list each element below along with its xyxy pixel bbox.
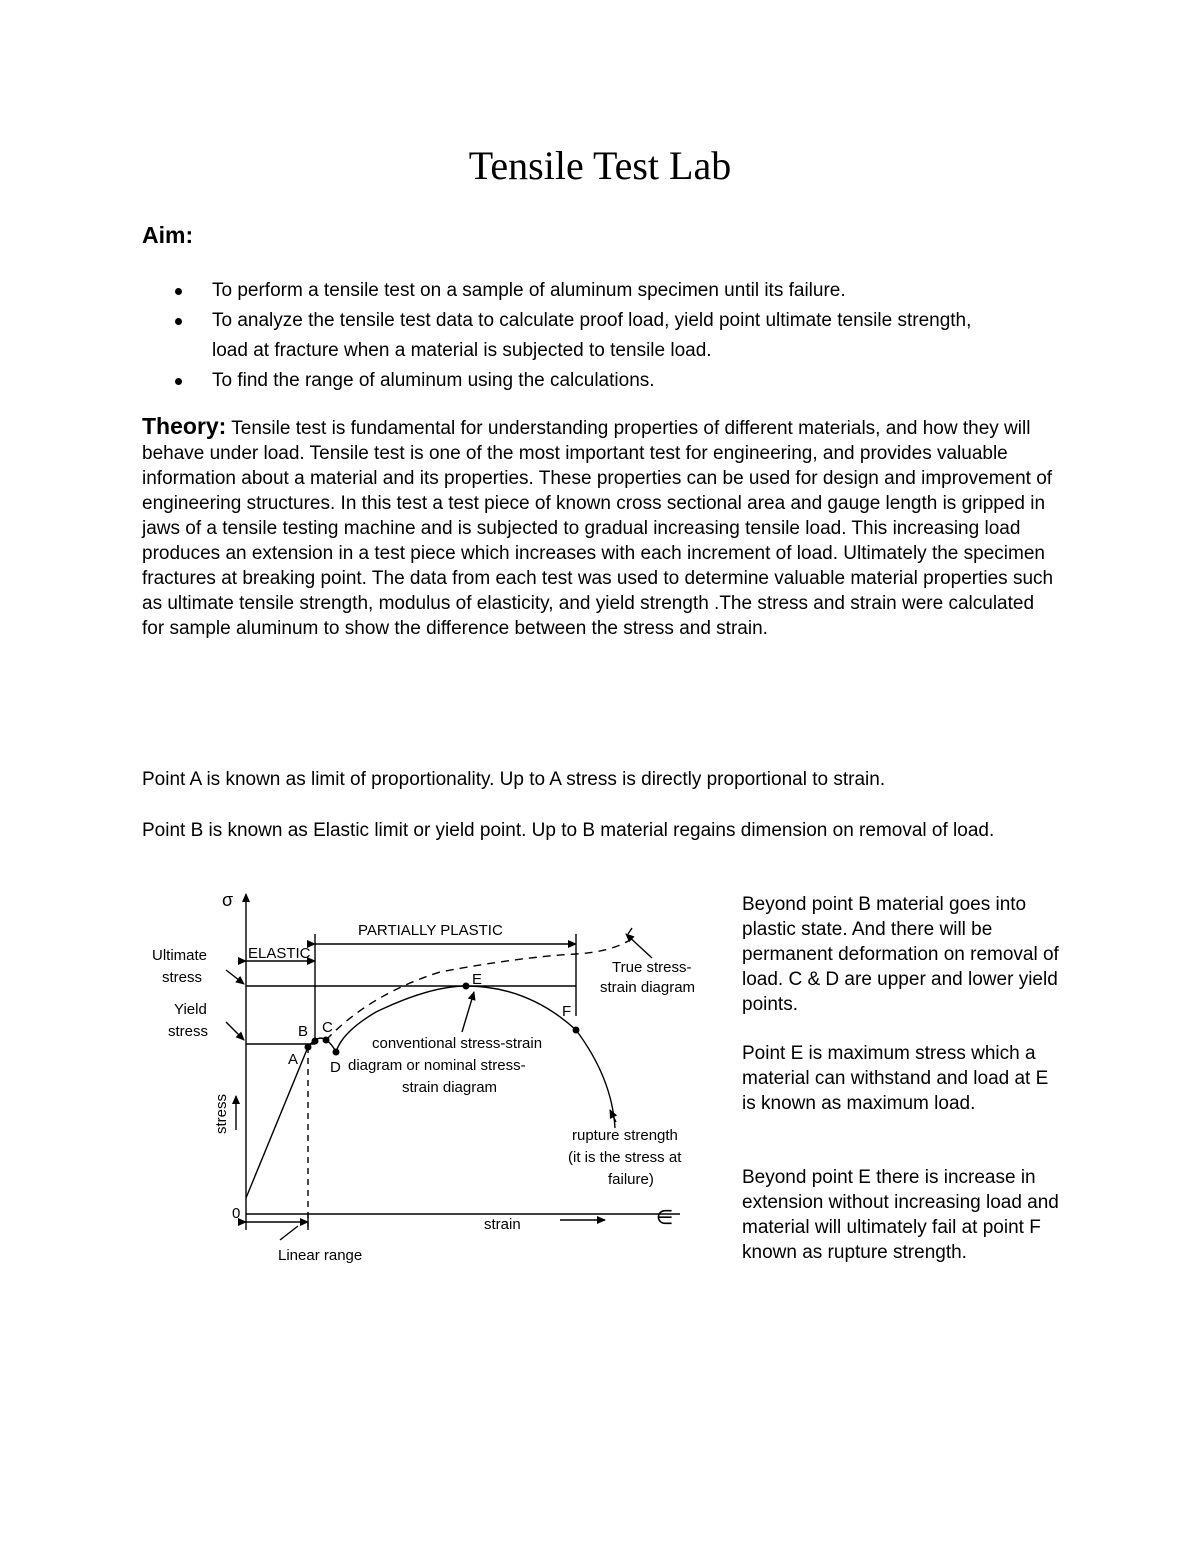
bullet-icon: [175, 378, 182, 385]
conventional-curve-label: strain diagram: [402, 1079, 498, 1096]
epsilon-label: ∈: [656, 1207, 674, 1229]
aim-heading: Aim:: [142, 222, 194, 248]
rupture-strength-label: rupture strength: [572, 1127, 678, 1144]
side-note: Point E is maximum stress which a material can withstand and load at E is known as maximum load.: [742, 1043, 1049, 1114]
ultimate-stress-label: Ultimate: [152, 947, 208, 964]
yield-stress-pointer: [226, 1022, 244, 1040]
theory-heading: Theory:: [142, 413, 227, 439]
true-curve-label: True stress-: [612, 959, 692, 976]
point-a-marker: [305, 1044, 312, 1051]
point-c-label: C: [322, 1019, 333, 1036]
true-curve-pointer: [626, 934, 652, 958]
theory-text: Tensile test is fundamental for understanding properties of different materials, and how they will behave under load. Tensile test is one of the most important test for engineering, and provides valuable information about a material and its properties. These properties can be used for design and improvement of engineering structures. In this test a test piece of known cross sectional area and gauge length is gripped in jaws of a tensile testing machine and is subjected to gradual increasing tensile load. This increasing load produces an extension in a test piece which increases with each increment of load. Ultimately the specimen fractures at breaking point. The data from each test was used to determine valuable material properties such as ultimate tensile strength, modulus of elasticity, and yield strength .The stress and strain were calculated for sample aluminum to show the difference between the stress and strain.: [142, 418, 1054, 639]
aim-item-text: To find the range of aluminum using the calculations.: [212, 370, 655, 391]
aim-list: [142, 276, 1042, 396]
bullet-icon: [175, 288, 182, 295]
conventional-curve-label: conventional stress-strain: [372, 1035, 543, 1052]
sigma-label: σ: [222, 890, 234, 910]
yield-stress-label: Yield: [174, 1001, 207, 1018]
linear-range-label: Linear range: [278, 1247, 363, 1264]
aim-item-text: To perform a tensile test on a sample of aluminum specimen until its failure.: [212, 280, 846, 301]
aim-item: [142, 306, 1042, 366]
point-d-label: D: [330, 1059, 341, 1076]
origin-label: 0: [232, 1205, 241, 1222]
aim-item: [142, 276, 1042, 306]
strain-axis-label: strain: [484, 1216, 521, 1233]
point-b-marker: [312, 1038, 319, 1045]
true-curve-label: strain diagram: [600, 979, 696, 996]
stress-axis-label: stress: [213, 1093, 230, 1134]
aim-item-text: To analyze the tensile test data to calculate proof load, yield point ultimate tensile strength, load at fracture when a material is subjected to tensile load.: [212, 310, 972, 361]
stress-strain-diagram: [140, 882, 730, 1272]
true-curve: [326, 940, 630, 1040]
side-note: Beyond point E there is increase in extension without increasing load and material will ultimately fail at point F known as rupture strength.: [742, 1167, 1059, 1263]
page-title: Tensile Test Lab: [468, 143, 732, 188]
partially-plastic-label: PARTIALLY PLASTIC: [358, 922, 503, 939]
linear-range-pointer: [280, 1226, 298, 1240]
rupture-strength-label: failure): [608, 1171, 654, 1188]
ultimate-stress-pointer: [226, 970, 244, 984]
point-d-marker: [333, 1049, 340, 1056]
point-a-paragraph: Point A is known as limit of proportionality. Up to A stress is directly proportional to strain.: [142, 769, 886, 790]
point-e-marker: [463, 983, 470, 990]
point-b-label: B: [298, 1023, 309, 1040]
theory-paragraph: [142, 414, 1054, 641]
aim-item: [142, 366, 1042, 396]
point-f-marker: [573, 1027, 580, 1034]
conventional-curve-label: diagram or nominal stress-: [348, 1057, 526, 1074]
point-e-label: E: [472, 971, 483, 988]
ultimate-stress-label: stress: [162, 969, 203, 986]
conventional-pointer: [462, 992, 474, 1032]
point-a-label: A: [288, 1051, 299, 1068]
side-note: Beyond point B material goes into plastic state. And there will be permanent deformation on removal of load. C & D are upper and lower yield points.: [742, 894, 1059, 1015]
point-f-label: F: [562, 1003, 572, 1020]
point-c-marker: [323, 1037, 330, 1044]
elastic-label: ELASTIC: [248, 945, 311, 962]
rupture-strength-label: (it is the stress at: [568, 1149, 682, 1166]
point-b-paragraph: Point B is known as Elastic limit or yield point. Up to B material regains dimension on removal of load.: [142, 820, 995, 841]
yield-stress-label: stress: [168, 1023, 209, 1040]
bullet-icon: [175, 318, 182, 325]
